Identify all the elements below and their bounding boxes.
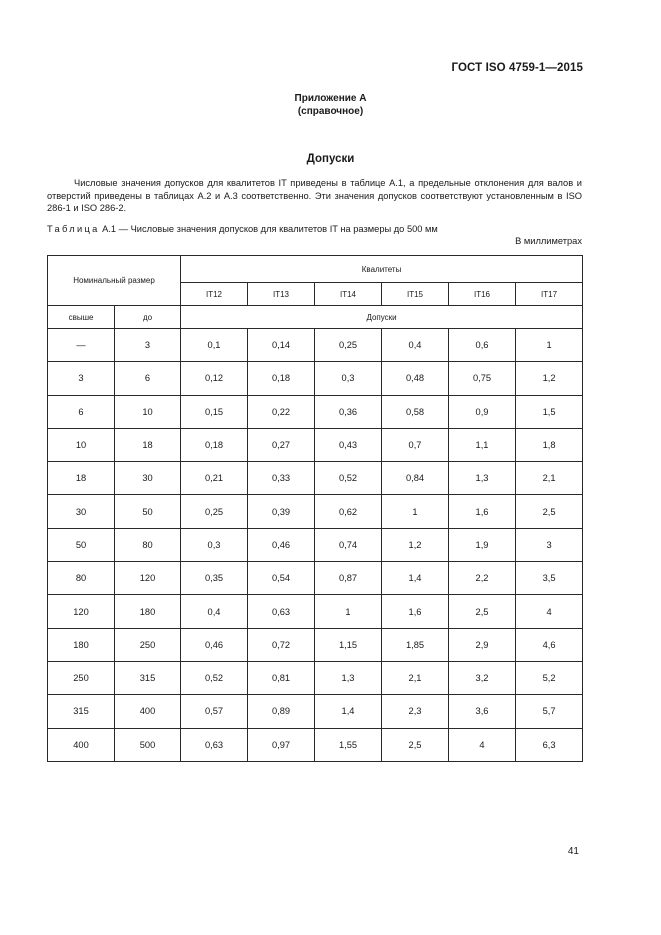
size-to-cell: 120 [115, 562, 181, 595]
tolerance-cell: 5,7 [516, 695, 583, 728]
grades-header: Квалитеты [181, 256, 583, 283]
tolerance-cell: 3,2 [449, 661, 516, 694]
size-to-cell: 50 [115, 495, 181, 528]
tolerance-cell: 1,9 [449, 528, 516, 561]
tolerance-cell: 0,14 [248, 329, 315, 362]
tolerance-table [47, 255, 583, 762]
tolerance-cell: 1,4 [315, 695, 382, 728]
size-over-cell: 50 [48, 528, 115, 561]
table-caption-text: А.1 — Числовые значения допусков для квалитетов IT на размеры до 500 мм [99, 224, 438, 234]
tolerance-cell: 1 [516, 329, 583, 362]
tolerance-cell: 1 [382, 495, 449, 528]
tolerance-cell: 1 [315, 595, 382, 628]
table-caption [47, 224, 438, 234]
size-to-cell: 6 [115, 362, 181, 395]
tolerance-cell: 0,75 [449, 362, 516, 395]
tolerance-cell: 0,43 [315, 428, 382, 461]
size-to-cell: 30 [115, 462, 181, 495]
table-caption-prefix: Таблица [47, 224, 100, 234]
tolerance-cell: 0,25 [315, 329, 382, 362]
table-body [48, 329, 583, 762]
table-row [48, 695, 583, 728]
tolerance-cell: 2,2 [449, 562, 516, 595]
table-row [48, 395, 583, 428]
tolerance-cell: 0,89 [248, 695, 315, 728]
tolerance-cell: 1,4 [382, 562, 449, 595]
tolerance-cell: 0,25 [181, 495, 248, 528]
tolerance-cell: 1,6 [382, 595, 449, 628]
tolerance-cell: 0,4 [181, 595, 248, 628]
tolerance-cell: 1,55 [315, 728, 382, 761]
tolerance-cell: 0,3 [181, 528, 248, 561]
tolerance-cell: 0,52 [181, 661, 248, 694]
tolerance-cell: 1,5 [516, 395, 583, 428]
table-row [48, 595, 583, 628]
appendix-title: Приложение А [294, 93, 367, 104]
tolerance-cell: 0,22 [248, 395, 315, 428]
page-number: 41 [567, 846, 579, 857]
size-over-cell: 6 [48, 395, 115, 428]
document-id: ГОСТ ISO 4759-1—2015 [451, 62, 583, 74]
grade-header: IT14 [315, 283, 382, 306]
tolerances-header: Допуски [181, 306, 583, 329]
tolerance-cell: 2,1 [516, 462, 583, 495]
tolerance-cell: 0,46 [248, 528, 315, 561]
tolerance-cell: 0,15 [181, 395, 248, 428]
tolerance-cell: 6,3 [516, 728, 583, 761]
tolerance-cell: 1,1 [449, 428, 516, 461]
tolerance-cell: 0,36 [315, 395, 382, 428]
size-to-cell: 3 [115, 329, 181, 362]
tolerance-cell: 1,85 [382, 628, 449, 661]
nominal-size-header: Номинальный размер [48, 256, 181, 306]
tolerance-cell: 4 [516, 595, 583, 628]
grade-header: IT12 [181, 283, 248, 306]
size-over-cell: 18 [48, 462, 115, 495]
grade-header: IT15 [382, 283, 449, 306]
tolerance-cell: 2,3 [382, 695, 449, 728]
tolerance-cell: 0,63 [248, 595, 315, 628]
tolerance-cell: 1,2 [516, 362, 583, 395]
tolerance-cell: 0,21 [181, 462, 248, 495]
tolerance-cell: 5,2 [516, 661, 583, 694]
size-over-cell: 120 [48, 595, 115, 628]
tolerance-cell: 0,87 [315, 562, 382, 595]
tolerance-cell: 0,72 [248, 628, 315, 661]
size-to-cell: 315 [115, 661, 181, 694]
size-over-cell: — [48, 329, 115, 362]
size-to-cell: 180 [115, 595, 181, 628]
appendix-subtitle: (справочное) [297, 106, 364, 117]
tolerance-cell: 1,3 [449, 462, 516, 495]
size-over-cell: 10 [48, 428, 115, 461]
tolerance-cell: 1,2 [382, 528, 449, 561]
size-over-cell: 400 [48, 728, 115, 761]
tolerance-cell: 0,35 [181, 562, 248, 595]
grade-header: IT17 [516, 283, 583, 306]
tolerance-cell: 0,3 [315, 362, 382, 395]
tolerance-cell: 4,6 [516, 628, 583, 661]
table-row [48, 728, 583, 761]
tolerance-cell: 0,18 [248, 362, 315, 395]
tolerance-cell: 0,54 [248, 562, 315, 595]
size-over-cell: 250 [48, 661, 115, 694]
tolerance-cell: 0,18 [181, 428, 248, 461]
tolerance-cell: 2,5 [516, 495, 583, 528]
table-row [48, 628, 583, 661]
tolerance-cell: 0,62 [315, 495, 382, 528]
tolerance-cell: 0,97 [248, 728, 315, 761]
tolerance-cell: 0,4 [382, 329, 449, 362]
size-over-cell: 315 [48, 695, 115, 728]
tolerance-cell: 2,1 [382, 661, 449, 694]
tolerance-cell: 1,6 [449, 495, 516, 528]
tolerance-cell: 0,48 [382, 362, 449, 395]
size-over-cell: 30 [48, 495, 115, 528]
table-row [48, 329, 583, 362]
size-to-cell: 80 [115, 528, 181, 561]
units-note: В миллиметрах [515, 236, 582, 246]
appendix-heading [0, 92, 661, 118]
tolerance-cell: 0,9 [449, 395, 516, 428]
size-over-cell: 80 [48, 562, 115, 595]
table-row [48, 428, 583, 461]
tolerance-cell: 0,7 [382, 428, 449, 461]
size-over-cell: 3 [48, 362, 115, 395]
grade-header: IT13 [248, 283, 315, 306]
tolerance-cell: 0,52 [315, 462, 382, 495]
tolerance-cell: 0,74 [315, 528, 382, 561]
tolerance-cell: 1,3 [315, 661, 382, 694]
table-row [48, 362, 583, 395]
tolerance-cell: 1,15 [315, 628, 382, 661]
size-to-cell: 500 [115, 728, 181, 761]
size-to-cell: 18 [115, 428, 181, 461]
to-header: до [115, 306, 181, 329]
table-row [48, 528, 583, 561]
tolerance-cell: 2,5 [449, 595, 516, 628]
tolerance-cell: 2,9 [449, 628, 516, 661]
tolerance-cell: 0,46 [181, 628, 248, 661]
tolerance-cell: 0,1 [181, 329, 248, 362]
tolerance-cell: 0,57 [181, 695, 248, 728]
table-row [48, 562, 583, 595]
tolerance-cell: 0,6 [449, 329, 516, 362]
tolerance-cell: 0,84 [382, 462, 449, 495]
tolerance-cell: 0,58 [382, 395, 449, 428]
section-title: Допуски [306, 153, 355, 165]
tolerance-cell: 0,12 [181, 362, 248, 395]
tolerance-cell: 3,6 [449, 695, 516, 728]
tolerance-cell: 0,81 [248, 661, 315, 694]
tolerance-cell: 4 [449, 728, 516, 761]
size-over-cell: 180 [48, 628, 115, 661]
tolerance-cell: 0,63 [181, 728, 248, 761]
table-row [48, 495, 583, 528]
intro-paragraph: Числовые значения допусков для квалитетов IT приведены в таблице А.1, а предельные отклонения для валов и отверстий приведены в таблицах А.2 и А.3 соответственно. Эти значения допусков соответствуют установленным в ISO 286-1 и ISO 286-2. [47, 178, 582, 213]
tolerance-cell: 3 [516, 528, 583, 561]
tolerance-cell: 1,8 [516, 428, 583, 461]
tolerance-cell: 0,27 [248, 428, 315, 461]
over-header: свыше [48, 306, 115, 329]
table-row [48, 462, 583, 495]
tolerance-cell: 0,39 [248, 495, 315, 528]
grade-header: IT16 [449, 283, 516, 306]
size-to-cell: 250 [115, 628, 181, 661]
tolerance-cell: 2,5 [382, 728, 449, 761]
table-row [48, 661, 583, 694]
size-to-cell: 10 [115, 395, 181, 428]
tolerance-cell: 3,5 [516, 562, 583, 595]
tolerance-cell: 0,33 [248, 462, 315, 495]
size-to-cell: 400 [115, 695, 181, 728]
